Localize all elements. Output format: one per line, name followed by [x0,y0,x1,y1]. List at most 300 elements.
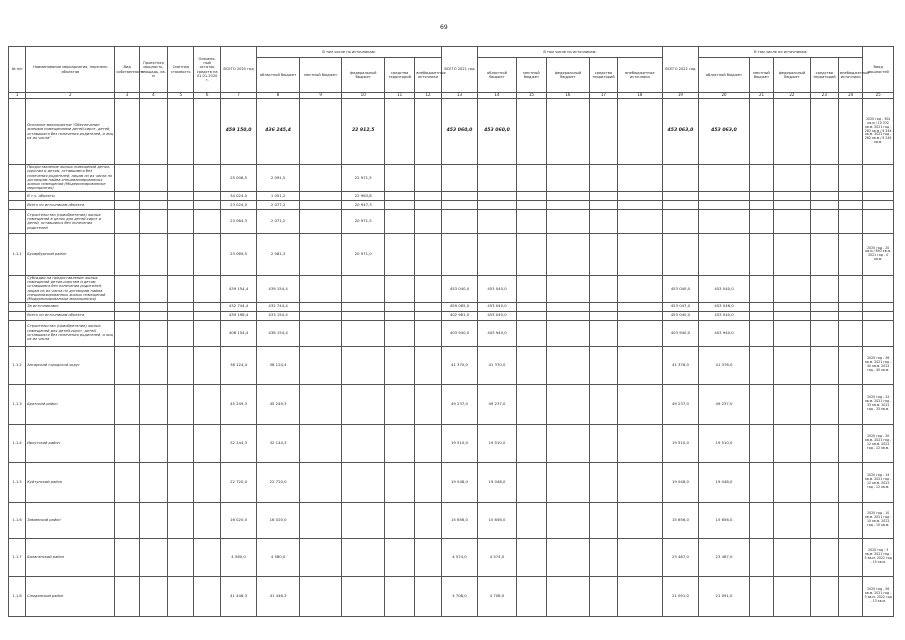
value-cell: 19 048,0 [478,462,517,502]
column-number: 1 [9,93,26,99]
row-number: 1.1.6 [9,502,26,538]
value-cell: 23 024,5 [220,200,256,209]
value-cell [547,320,590,346]
value-cell: 4 574,0 [441,538,477,576]
value-cell [618,165,663,192]
value-cell [699,165,750,192]
capacity-note: 2020 год - 14 кв.м. 2021 год - 12 кв.м. 2022 год - 12 кв.м. [863,462,894,502]
value-cell [115,209,139,233]
value-cell [115,99,139,165]
value-cell [415,384,441,424]
table-row [9,502,894,538]
value-cell [139,191,167,200]
value-cell [774,576,810,616]
capacity-note [863,191,894,200]
row-number: 1.1.5 [9,462,26,502]
value-cell: 453 040,0 [662,275,698,302]
capacity-note: 2020 год - 304 кв.м / 10 532 кв.м. 2021 год - 282 кв.м / 9 249 кв.м. 2022 год - 282 кв.м / 9 249 кв.м. [863,99,894,165]
value-cell [478,209,517,233]
value-cell [115,320,139,346]
value-cell [618,576,663,616]
value-cell [299,275,342,302]
value-cell [547,209,590,233]
value-cell [618,311,663,320]
column-number: 19 [662,93,698,99]
value-cell [516,576,546,616]
table-row [9,576,894,616]
capacity-note [863,302,894,311]
value-cell [589,311,617,320]
value-cell: 439 198,4 [220,311,256,320]
value-cell [516,311,546,320]
value-cell [839,384,863,424]
col-header-source: местный бюджет [749,58,773,93]
value-cell: 38 124,4 [257,346,300,384]
value-cell [415,99,441,165]
value-cell: 453 040,0 [662,311,698,320]
value-cell [194,233,220,275]
value-cell: 453 063,0 [662,99,698,165]
value-cell [115,233,139,275]
value-cell [115,200,139,209]
value-cell: 453 040,0 [478,302,517,311]
value-cell: 19 510,0 [441,424,477,462]
value-cell [384,165,414,192]
value-cell [384,311,414,320]
row-number: 1.1.3 [9,384,26,424]
column-number: 23 [810,93,838,99]
value-cell [839,191,863,200]
table-row [9,538,894,576]
value-cell: 49 237,0 [478,384,517,424]
value-cell [774,320,810,346]
value-cell [478,233,517,275]
value-cell [384,346,414,384]
value-cell [415,209,441,233]
value-cell [415,191,441,200]
value-cell [194,424,220,462]
value-cell [516,538,546,576]
value-cell [415,200,441,209]
value-cell [139,200,167,209]
value-cell: 19 510,0 [478,424,517,462]
value-cell: 21 091,0 [662,576,698,616]
value-cell [774,346,810,384]
value-cell [774,302,810,311]
row-number [9,320,26,346]
value-cell [299,462,342,502]
table-row [9,462,894,502]
value-cell [194,200,220,209]
value-cell [299,538,342,576]
value-cell [810,424,838,462]
value-cell [839,346,863,384]
value-cell [774,99,810,165]
value-cell [662,233,698,275]
value-cell [342,384,385,424]
value-cell [415,320,441,346]
value-cell [547,462,590,502]
value-cell [168,502,194,538]
value-cell [342,302,385,311]
row-number [9,311,26,320]
value-cell [589,576,617,616]
value-cell [749,424,773,462]
value-cell [168,200,194,209]
value-cell [139,165,167,192]
value-cell: 23 069,5 [220,233,256,275]
value-cell [194,191,220,200]
value-cell [774,233,810,275]
value-cell [168,311,194,320]
value-cell: 453 060,0 [478,99,517,165]
value-cell [618,538,663,576]
value-cell [749,200,773,209]
value-cell [516,191,546,200]
value-cell [194,502,220,538]
value-cell [749,209,773,233]
value-cell [478,200,517,209]
row-name: Ангарский городской округ [26,346,115,384]
value-cell [168,346,194,384]
col-header-source: областной бюджет [257,58,300,93]
value-cell [342,576,385,616]
value-cell: 453 063,0 [699,99,750,165]
value-cell [839,302,863,311]
value-cell [749,233,773,275]
value-cell: 433 154,4 [257,311,300,320]
col-header-remaining: Освоено-ный остаток средств на 01.01.2020 г. [194,47,220,93]
value-cell: 439 154,4 [220,275,256,302]
value-cell [299,209,342,233]
table-row [9,99,894,165]
table-row [9,233,894,275]
page-number: 69 [440,24,448,31]
value-cell [384,191,414,200]
value-cell [384,302,414,311]
value-cell: 41 446,3 [220,576,256,616]
value-cell [547,502,590,538]
column-number: 14 [478,93,517,99]
value-cell [749,275,773,302]
value-cell [299,191,342,200]
value-cell [516,346,546,384]
value-cell: 453 060,0 [441,99,477,165]
value-cell: 2 071,2 [257,209,300,233]
row-number: 1.1.7 [9,538,26,576]
value-cell: 45 249,3 [220,384,256,424]
value-cell [618,320,663,346]
value-cell [839,462,863,502]
capacity-note: 2020 год - 3 кв.м. 2021 год - 3 кв.м. 2022 год - 15 кв.м. [863,538,894,576]
value-cell [168,320,194,346]
value-cell [810,384,838,424]
column-number: 16 [547,93,590,99]
value-cell [415,302,441,311]
column-number: 13 [441,93,477,99]
column-number: 2 [26,93,115,99]
col-header-name: Наименование мероприятия, перечень объектов [26,47,115,93]
value-cell [168,384,194,424]
value-cell: 432 744,4 [220,302,256,311]
value-cell [115,346,139,384]
value-cell [810,191,838,200]
value-cell [441,233,477,275]
value-cell: 22 971,5 [342,165,385,192]
value-cell [839,502,863,538]
col-header-capacity: Проектная мощность, площадь, кв. м [139,47,167,93]
value-cell [441,209,477,233]
capacity-note: 2020 год - 26 кв.м. 2021 год - 3 кв.м. 2022 год - 13 кв.м. [863,576,894,616]
value-cell: 453 040,0 [441,275,477,302]
value-cell [516,209,546,233]
col-header-estimate: Сметная стоимость [168,47,194,93]
value-cell: 23 064,3 [220,209,256,233]
column-number: 9 [299,93,342,99]
capacity-note [863,320,894,346]
value-cell [115,384,139,424]
capacity-note: 2020 год - 20 кв.м / 693 кв.м. 2021 год - 0 кв.м. [863,233,894,275]
value-cell [299,576,342,616]
row-name: Субсидии на предоставление жилых помещений детям-сиротам и детям, оставшимся без попечения родителей, лицам из их числа по договорам найма специализированных жилых помещений (Модернизированные мероприятия) [26,275,115,302]
column-number: 8 [257,93,300,99]
column-number: 5 [168,93,194,99]
value-cell [810,209,838,233]
value-cell [839,538,863,576]
value-cell [589,200,617,209]
value-cell [139,275,167,302]
value-cell [774,538,810,576]
value-cell: 19 510,0 [662,424,698,462]
col-header-source: областной бюджет [478,58,517,93]
value-cell [299,165,342,192]
value-cell [810,502,838,538]
value-cell [589,209,617,233]
value-cell [662,165,698,192]
value-cell [384,538,414,576]
value-cell [516,302,546,311]
value-cell [384,233,414,275]
value-cell [662,209,698,233]
col-header-source: федеральный бюджет [342,58,385,93]
value-cell [589,233,617,275]
value-cell [516,424,546,462]
value-cell: 41 376,0 [662,346,698,384]
value-cell [618,462,663,502]
value-cell: 403 940,0 [662,320,698,346]
value-cell [516,502,546,538]
row-name: Строительство (приобретение) жилых помещений в целях для детей-сирот и детей, оставшихся без попечения родителей [26,209,115,233]
value-cell [384,502,414,538]
col-header-source: средства территорий [810,58,838,93]
value-cell: 459 085,0 [441,302,477,311]
col-header-total-2020: ВСЕГО 2020 год [220,47,256,93]
value-cell [384,209,414,233]
value-cell: 2 081,3 [257,233,300,275]
value-cell [139,320,167,346]
value-cell [168,99,194,165]
value-cell [589,502,617,538]
value-cell [749,191,773,200]
value-cell [139,538,167,576]
value-cell: 32 144,3 [220,424,256,462]
value-cell [415,576,441,616]
value-cell [115,424,139,462]
value-cell [342,346,385,384]
value-cell [299,311,342,320]
column-number: 7 [220,93,256,99]
value-cell [194,99,220,165]
value-cell: 38 124,4 [220,346,256,384]
value-cell [618,233,663,275]
value-cell [139,302,167,311]
value-cell [749,302,773,311]
row-name: Строительство (приобретение) жилых помещений для детей-сирот, детей, оставшихся без попечения родителей, и лиц из их числа [26,320,115,346]
value-cell [384,424,414,462]
value-cell: 49 237,0 [699,384,750,424]
table-row [9,191,894,200]
value-cell [774,165,810,192]
value-cell [115,576,139,616]
value-cell [618,99,663,165]
value-cell [194,576,220,616]
table-row [9,311,894,320]
table-row [9,209,894,233]
col-header-source: внебюджетные источники [618,58,663,93]
value-cell [810,165,838,192]
value-cell [168,424,194,462]
value-cell [589,320,617,346]
value-cell: 22 912,5 [342,99,385,165]
value-cell [547,538,590,576]
value-cell [839,424,863,462]
value-cell [342,462,385,502]
value-cell [139,233,167,275]
value-cell [547,576,590,616]
value-cell [749,384,773,424]
col-header-ownership: Вид собственности [115,47,139,93]
value-cell [441,165,477,192]
value-cell [699,209,750,233]
value-cell [589,302,617,311]
value-cell [839,165,863,192]
value-cell [299,99,342,165]
value-cell [810,302,838,311]
value-cell [299,424,342,462]
value-cell [810,538,838,576]
value-cell [774,311,810,320]
value-cell [168,275,194,302]
value-cell [384,320,414,346]
value-cell [415,538,441,576]
value-cell: 41 370,0 [478,346,517,384]
value-cell [299,346,342,384]
row-name: Зиминский район [26,502,115,538]
table-row [9,165,894,192]
value-cell [839,311,863,320]
value-cell [139,99,167,165]
value-cell: 32 144,3 [257,424,300,462]
value-cell [547,191,590,200]
value-cell: 453 040,0 [699,275,750,302]
row-name: Предоставление жилых помещений детям-сиротам и детям, оставшимся без попечения родителей, лицам из их числа по договорам найма специализированных жилых помещений (Модернизированные мероприятия) [26,165,115,192]
value-cell [618,302,663,311]
column-number: 22 [774,93,810,99]
value-cell [139,502,167,538]
value-cell [810,200,838,209]
value-cell [115,165,139,192]
value-cell: 41 370,0 [441,346,477,384]
value-cell [115,191,139,200]
capacity-note [863,200,894,209]
row-number [9,275,26,302]
value-cell: 2 091,5 [257,165,300,192]
table-row [9,302,894,311]
value-cell: 41 376,0 [699,346,750,384]
column-number: 17 [589,93,617,99]
value-cell [810,275,838,302]
value-cell: 4 708,0 [478,576,517,616]
value-cell: 20 971,0 [342,233,385,275]
value-cell [547,165,590,192]
col-header-total-2022: ВСЕГО 2022 год [662,47,698,93]
group-header-2021: В том числе по источникам: [478,47,662,58]
value-cell [194,275,220,302]
value-cell: 22 963,8 [342,191,385,200]
value-cell [516,384,546,424]
value-cell [749,165,773,192]
value-cell [749,502,773,538]
column-number: 11 [384,93,414,99]
value-cell [749,311,773,320]
value-cell: 41 446,3 [257,576,300,616]
group-header-2022: В том числе по источникам: [699,47,863,58]
value-cell [384,200,414,209]
value-cell [516,165,546,192]
value-cell [299,384,342,424]
value-cell [589,384,617,424]
row-number [9,302,26,311]
group-header-2020: В том числе по источникам: [257,47,441,58]
value-cell: 432 744,4 [257,302,300,311]
capacity-note: 2020 год - 36 кв.м. 2021 год - 40 кв.м. 2022 год - 40 кв.м. [863,346,894,384]
value-cell [547,233,590,275]
value-cell [194,165,220,192]
value-cell [839,200,863,209]
value-cell [139,384,167,424]
value-cell [194,346,220,384]
header-row-groups [9,47,894,58]
value-cell [547,99,590,165]
value-cell: 438 154,4 [257,320,300,346]
value-cell [516,99,546,165]
value-cell: 4 580,0 [220,538,256,576]
value-cell: 25 006,5 [220,165,256,192]
value-cell [699,233,750,275]
capacity-note [863,275,894,302]
row-number: 1.1.2 [9,346,26,384]
value-cell: 49 237,0 [441,384,477,424]
value-cell [194,302,220,311]
value-cell: 49 237,0 [662,384,698,424]
value-cell [168,191,194,200]
value-cell [774,191,810,200]
row-name: Братский район [26,384,115,424]
value-cell [299,320,342,346]
value-cell [839,99,863,165]
value-cell: 402 981,0 [441,311,477,320]
column-number: 6 [194,93,220,99]
